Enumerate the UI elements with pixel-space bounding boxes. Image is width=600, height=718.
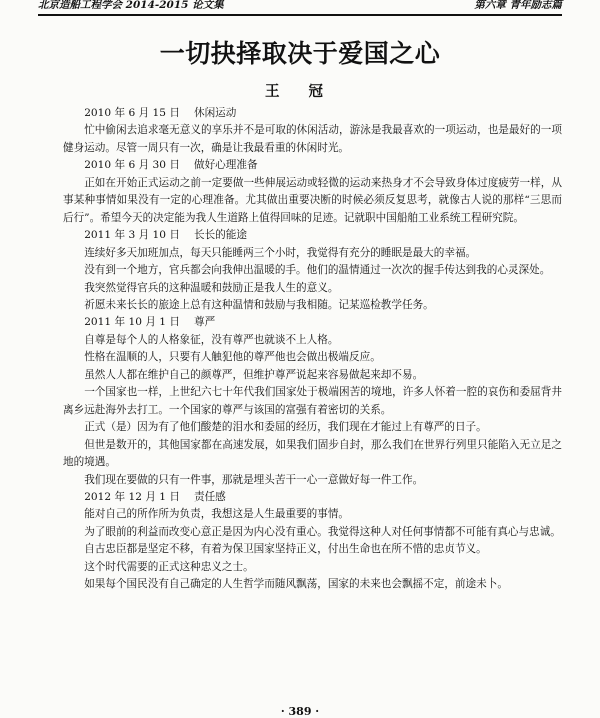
body-paragraph: 这个时代需要的正式这种忠义之士。 <box>84 560 254 573</box>
diary-entry-heading <box>63 314 562 331</box>
diary-entry-heading <box>63 157 562 174</box>
header-right: 第六章 青年励志篇 <box>474 0 562 11</box>
body-paragraph: 性格在温顺的人，只要有人触犯他的尊严他也会做出极端反应。 <box>84 351 381 364</box>
article-body <box>63 105 562 594</box>
body-paragraph: 忙中偷闲去追求毫无意义的享乐并不是可取的休闲活动，游泳是我最喜欢的一项运动，也是最好的一项健身运动。尽管一周只有一次，确是让我最看重的休闲时光。 <box>63 124 562 154</box>
body-paragraph: 能对自己的所作所为负责，我想这是人生最重要的事情。 <box>84 508 350 521</box>
running-header <box>38 0 562 16</box>
body-paragraph: 正如在开始正式运动之前一定要做一些伸展运动或轻微的运动来热身才不会导致身体过度疲劳一样，从事某种事情如果没有一定的心理准备。尤其做出重要决断的时候必须反复思考，就像古人说的那样“三思而后行”。希望今天的决定能为我人生道路上值得回味的足迹。记就职中国船舶工业系统工程研究院。 <box>63 176 562 224</box>
body-paragraph: 我们现在要做的只有一件事，那就是埋头苦干一心一意做好每一件工作。 <box>84 473 424 486</box>
entry-date: 2010 年 6 月 15 日 <box>84 107 180 119</box>
entry-topic: 长长的能途 <box>194 229 247 242</box>
body-paragraph: 如果每个国民没有自己确定的人生哲学而随风飘荡，国家的未来也会飘摇不定，前途未卜。 <box>84 578 508 591</box>
body-paragraph: 祈愿未来长长的旅途上总有这种温情和鼓励与我相随。记某巡检教学任务。 <box>84 298 434 311</box>
body-paragraph: 自尊是每个人的人格象征，没有尊严也就谈不上人格。 <box>84 333 339 346</box>
header-left: 北京造船工程学会 2014-2015 论文集 <box>38 0 224 11</box>
entry-topic: 休闲运动 <box>194 107 237 119</box>
body-paragraph: 为了眼前的利益而改变心意正是因为内心没有重心。我觉得这种人对任何事情都不可能有真心与忠诚。 <box>84 525 561 538</box>
body-paragraph: 但世是数开的，其他国家都在高速发展，如果我们固步自封，那么我们在世界行列里只能陷入无立足之地的境遇。 <box>63 438 562 469</box>
body-paragraph: 我突然觉得官兵的这种温暖和鼓励正是我人生的意义。 <box>84 281 339 294</box>
diary-entry-heading <box>63 105 562 122</box>
article-author: 王 冠 <box>264 83 336 100</box>
diary-entry-heading <box>63 489 562 506</box>
body-paragraph: 自古忠臣都是坚定不移，有着为保卫国家坚持正义，付出生命也在所不惜的忠贞节义。 <box>84 543 487 556</box>
entry-date: 2011 年 10 月 1 日 <box>84 316 180 329</box>
body-paragraph: 没有到一个地方，官兵都会向我伸出温暖的手。他们的温情通过一次次的握手传达到我的心灵深处。 <box>84 264 551 277</box>
entry-date: 2012 年 12 月 1 日 <box>84 490 180 503</box>
body-paragraph: 虽然人人都在维护自己的颜尊严，但维护尊严说起来容易做起来却不易。 <box>84 368 424 381</box>
body-paragraph: 连续好多天加班加点，每天只能睡两三个小时，我觉得有充分的睡眠是最大的幸福。 <box>84 246 477 259</box>
entry-date: 2010 年 6 月 30 日 <box>84 159 180 172</box>
entry-date: 2011 年 3 月 10 日 <box>84 229 180 242</box>
body-paragraph: 一个国家也一样，上世纪六七十年代我们国家处于极端困苦的境地，许多人怀着一腔的哀伤和委屈背井离乡远赴海外去打工。一个国家的尊严与该国的富强有着密切的关系。 <box>63 386 562 416</box>
article-title: 一切抉择取决于爱国之心 <box>159 39 441 68</box>
page-number: · 389 · <box>280 705 320 718</box>
body-paragraph: 正式（是）因为有了他们酸楚的泪水和委屈的经历，我们现在才能过上有尊严的日子。 <box>84 421 487 434</box>
entry-topic: 责任感 <box>194 490 226 503</box>
diary-entry-heading <box>63 227 562 244</box>
entry-topic: 做好心理准备 <box>194 159 258 172</box>
entry-topic: 尊严 <box>194 316 216 329</box>
